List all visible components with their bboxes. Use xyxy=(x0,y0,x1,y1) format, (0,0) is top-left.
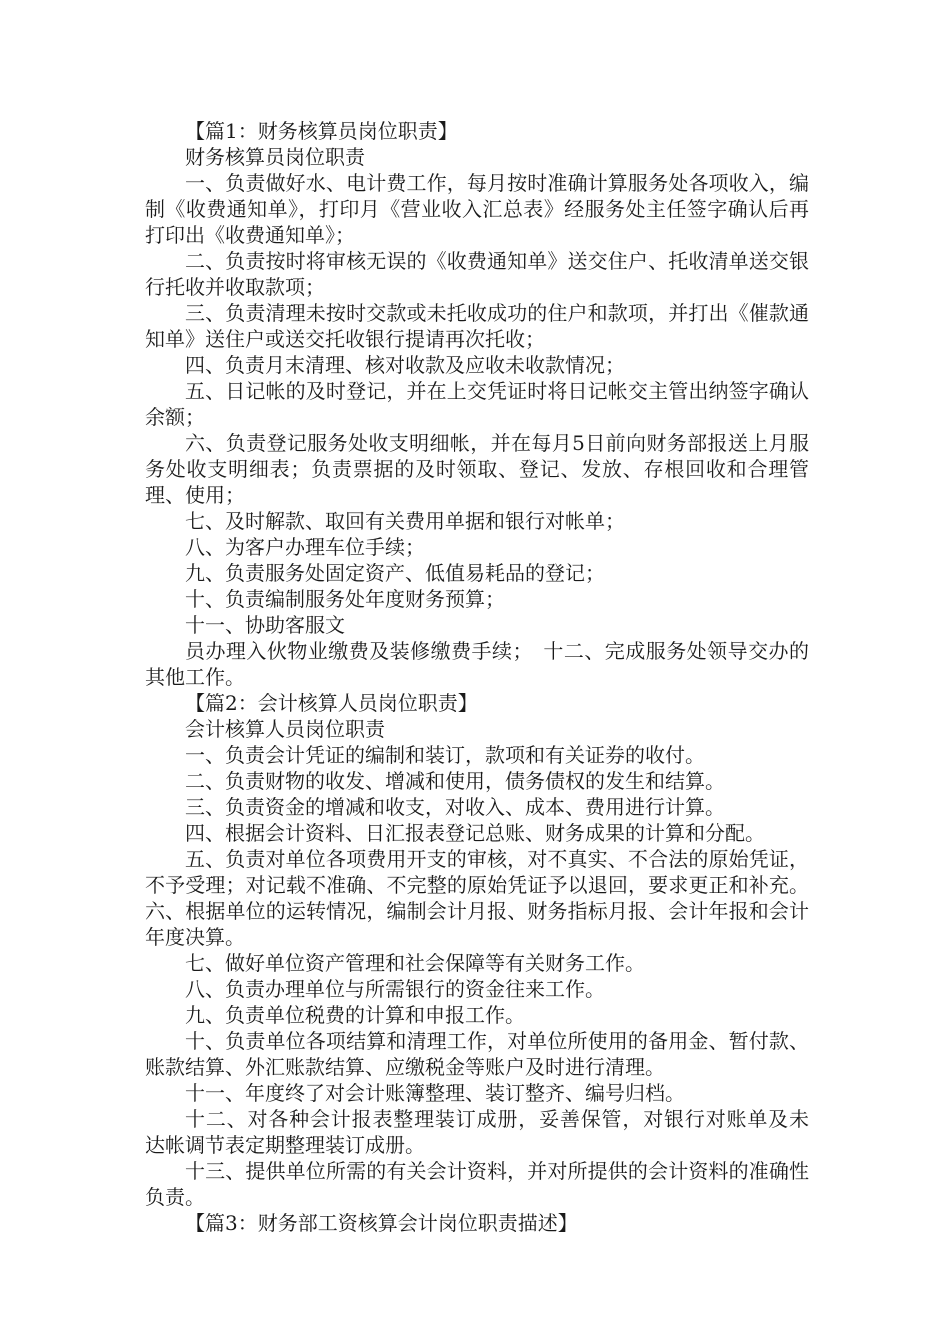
paragraph: 三、负责清理未按时交款或未托收成功的住户和款项，并打出《催款通知单》送住户或送交托收银行提请再次托收； xyxy=(145,301,809,351)
paragraph: 七、做好单位资产管理和社会保障等有关财务工作。 xyxy=(185,951,645,975)
paragraph: 五、负责对单位各项费用开支的审核，对不真实、不合法的原始凭证，不予受理；对记载不准确、不完整的原始凭证予以退回，要求更正和补充。 六、根据单位的运转情况，编制会计月报、财务指标月报、会计年报和会计年度决算。 xyxy=(145,847,809,949)
paragraph: 十一、年度终了对会计账簿整理、装订整齐、编号归档。 xyxy=(185,1081,685,1105)
paragraph: 七、及时解款、取回有关费用单据和银行对帐单； xyxy=(185,509,625,533)
paragraph: 十二、对各种会计报表整理装订成册，妥善保管，对银行对账单及未 达帐调节表定期整理装订成册。 xyxy=(145,1107,809,1157)
section-title-2: 会计核算人员岗位职责 xyxy=(185,717,385,741)
paragraph: 六、负责登记服务处收支明细帐，并在每月5日前向财务部报送上月服务处收支明细表；负责票据的及时领取、登记、发放、存根回收和合理管理、使用； xyxy=(145,431,809,507)
paragraph: 员办理入伙物业缴费及装修缴费手续； 十二、完成服务处领导交办的其他工作。 xyxy=(145,639,809,689)
paragraph: 四、负责月末清理、核对收款及应收未收款情况； xyxy=(185,353,625,377)
paragraph: 十一、协助客服文 xyxy=(185,613,345,637)
paragraph: 八、为客户办理车位手续； xyxy=(185,535,425,559)
paragraph: 十、负责单位各项结算和清理工作，对单位所使用的备用金、暂付款、账款结算、外汇账款结算、应缴税金等账户及时进行清理。 xyxy=(145,1029,809,1079)
section-title-1: 财务核算员岗位职责 xyxy=(185,145,365,169)
paragraph: 一、负责做好水、电计费工作，每月按时准确计算服务处各项收入，编制《收费通知单》，打印月《营业收入汇总表》经服务处主任签字确认后再打印出《收费通知单》； xyxy=(145,171,809,247)
document-body xyxy=(145,118,809,1236)
paragraph: 八、负责办理单位与所需银行的资金往来工作。 xyxy=(185,977,605,1001)
paragraph: 一、负责会计凭证的编制和装订，款项和有关证券的收付。 xyxy=(185,743,705,767)
paragraph: 四、根据会计资料、日汇报表登记总账、财务成果的计算和分配。 xyxy=(185,821,765,845)
paragraph: 九、负责服务处固定资产、低值易耗品的登记； xyxy=(185,561,605,585)
paragraph: 十、负责编制服务处年度财务预算； xyxy=(185,587,505,611)
section-heading-3: 【篇3：财务部工资核算会计岗位职责描述】 xyxy=(185,1211,578,1235)
section-heading-2: 【篇2：会计核算人员岗位职责】 xyxy=(185,691,478,715)
paragraph: 九、负责单位税费的计算和申报工作。 xyxy=(185,1003,525,1027)
section-heading-1: 【篇1：财务核算员岗位职责】 xyxy=(185,119,458,143)
paragraph: 五、日记帐的及时登记，并在上交凭证时将日记帐交主管出纳签字确认余额； xyxy=(145,379,809,429)
paragraph: 二、负责按时将审核无误的《收费通知单》送交住户、托收清单送交银行托收并收取款项； xyxy=(145,249,809,299)
paragraph: 二、负责财物的收发、增减和使用，债务债权的发生和结算。 xyxy=(185,769,725,793)
paragraph: 十三、提供单位所需的有关会计资料，并对所提供的会计资料的准确性负责。 xyxy=(145,1159,809,1209)
paragraph: 三、负责资金的增减和收支，对收入、成本、费用进行计算。 xyxy=(185,795,725,819)
